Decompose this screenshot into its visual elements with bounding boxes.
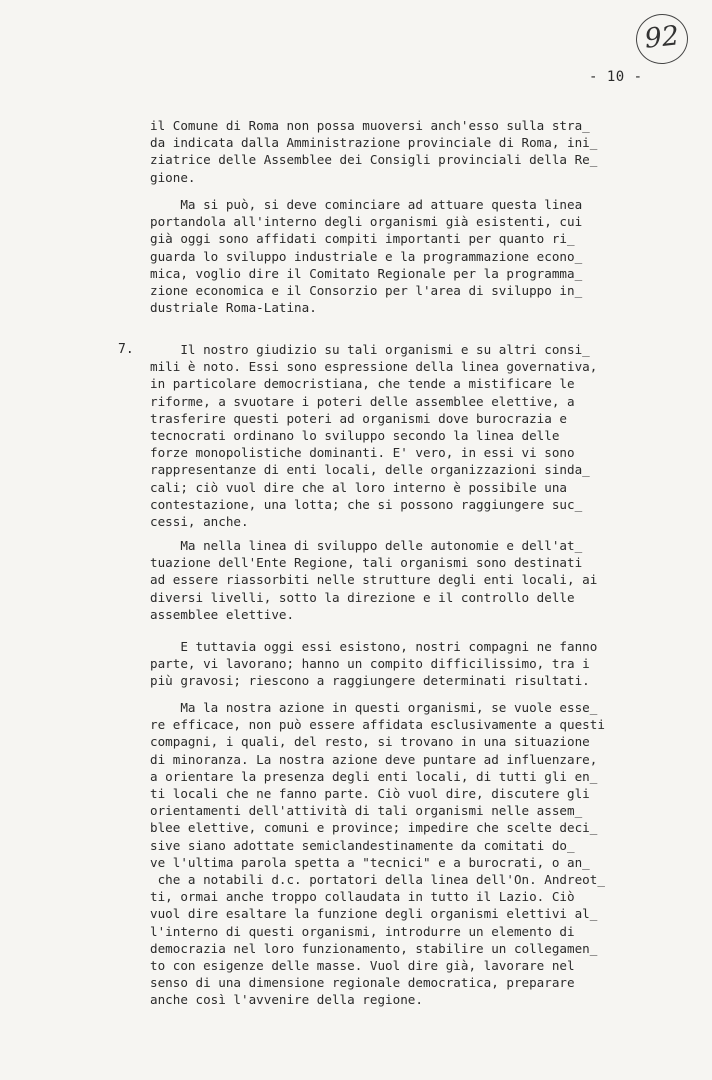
- text-line: più gravosi; riescono a raggiungere determinati risultati.: [150, 673, 590, 689]
- text-line: assemblee elettive.: [150, 606, 295, 622]
- text-line: ad essere riassorbiti nelle strutture degli enti locali, ai: [150, 572, 598, 588]
- text-line: tuazione dell'Ente Regione, tali organismi sono destinati: [150, 555, 583, 571]
- text-line: compagni, i quali, del resto, si trovano in una situazione: [150, 734, 590, 750]
- text-line: il Comune di Roma non possa muoversi anch'esso sulla stra_: [150, 118, 590, 133]
- text-line: Ma si può, si deve cominciare ad attuare questa linea: [150, 197, 583, 212]
- text-line: di minoranza. La nostra azione deve puntare ad influenzare,: [150, 751, 598, 767]
- text-line: riforme, a svuotare i poteri delle assemblee elettive, a: [150, 393, 575, 409]
- text-line: ziatrice delle Assemblee dei Consigli provinciali della Re_: [150, 152, 598, 168]
- text-line: ti locali che ne fanno parte. Ciò vuol dire, discutere gli: [150, 786, 590, 802]
- text-line: zione economica e il Consorzio per l'area di sviluppo in_: [150, 283, 583, 299]
- paragraph-6: [150, 699, 680, 1009]
- text-line: mica, voglio dire il Comitato Regionale per la programma_: [150, 265, 583, 281]
- text-line: ve l'ultima parola spetta a "tecnici" e a burocrati, o an_: [150, 854, 590, 870]
- text-line: orientamenti dell'attività di tali organismi nelle assem_: [150, 803, 583, 819]
- text-line: a orientare la presenza degli enti locali, di tutti gli en_: [150, 768, 598, 784]
- text-line: l'interno di questi organismi, introdurre un elemento di: [150, 923, 575, 939]
- text-line: to con esigenze delle masse. Vuol dire già, lavorare nel: [150, 958, 575, 974]
- text-line: blee elettive, comuni e province; impedire che scelte deci_: [150, 820, 598, 836]
- text-line: contestazione, una lotta; che si possono raggiungere suc_: [150, 496, 583, 512]
- text-line: trasferire questi poteri ad organismi dove burocrazia e: [150, 410, 568, 426]
- text-line: vuol dire esaltare la funzione degli organismi elettivi al_: [150, 906, 598, 922]
- text-line: cali; ciò vuol dire che al loro interno è possibile una: [150, 479, 568, 495]
- paragraph-1: [150, 117, 680, 186]
- text-line: anche così l'avvenire della regione.: [150, 992, 423, 1008]
- text-line: da indicata dalla Amministrazione provinciale di Roma, ini_: [150, 135, 598, 151]
- text-line: portandola all'interno degli organismi già esistenti, cui: [150, 214, 583, 230]
- text-line: sive siano adottate semiclandestinamente da comitati do_: [150, 837, 575, 853]
- text-line: Il nostro giudizio su tali organismi e su altri consi_: [150, 342, 590, 357]
- text-line: senso di una dimensione regionale democratica, preparare: [150, 975, 575, 991]
- paragraph-3: [150, 341, 680, 530]
- text-line: gione.: [150, 169, 196, 185]
- text-line: parte, vi lavorano; hanno un compito difficilissimo, tra i: [150, 656, 590, 672]
- paragraph-5: [150, 638, 680, 690]
- text-line: E tuttavia oggi essi esistono, nostri compagni ne fanno: [150, 639, 598, 654]
- text-line: Ma nella linea di sviluppo delle autonomie e dell'at_: [150, 538, 583, 553]
- text-line: in particolare democristiana, che tende a mistificare le: [150, 376, 575, 392]
- text-line: rappresentanze di enti locali, delle organizzazioni sinda_: [150, 462, 590, 478]
- text-line: tecnocrati ordinano lo sviluppo secondo la linea delle: [150, 428, 560, 444]
- text-line: guarda lo sviluppo industriale e la programmazione econo_: [150, 248, 583, 264]
- text-line: diversi livelli, sotto la direzione e il controllo delle: [150, 589, 575, 605]
- text-line: che a notabili d.c. portatori della linea dell'On. Andreot_: [150, 872, 605, 888]
- archive-number-stamp: 92: [634, 11, 691, 66]
- item-marker: 7.: [118, 342, 134, 357]
- text-line: democrazia nel loro funzionamento, stabilire un collegamen_: [150, 940, 598, 956]
- text-line: dustriale Roma-Latina.: [150, 300, 317, 316]
- text-line: ti, ormai anche troppo collaudata in tutto il Lazio. Ciò: [150, 889, 575, 905]
- page-number: - 10 -: [589, 69, 643, 85]
- text-line: cessi, anche.: [150, 514, 249, 530]
- text-line: mili è noto. Essi sono espressione della linea governativa,: [150, 359, 598, 375]
- paragraph-2: [150, 196, 680, 316]
- text-line: Ma la nostra azione in questi organismi, se vuole esse_: [150, 700, 598, 715]
- text-line: già oggi sono affidati compiti importanti per quanto ri_: [150, 231, 575, 247]
- text-line: re efficace, non può essere affidata esclusivamente a questi: [150, 717, 605, 733]
- text-line: forze monopolistiche dominanti. E' vero, in essi vi sono: [150, 445, 575, 461]
- paragraph-4: [150, 537, 680, 623]
